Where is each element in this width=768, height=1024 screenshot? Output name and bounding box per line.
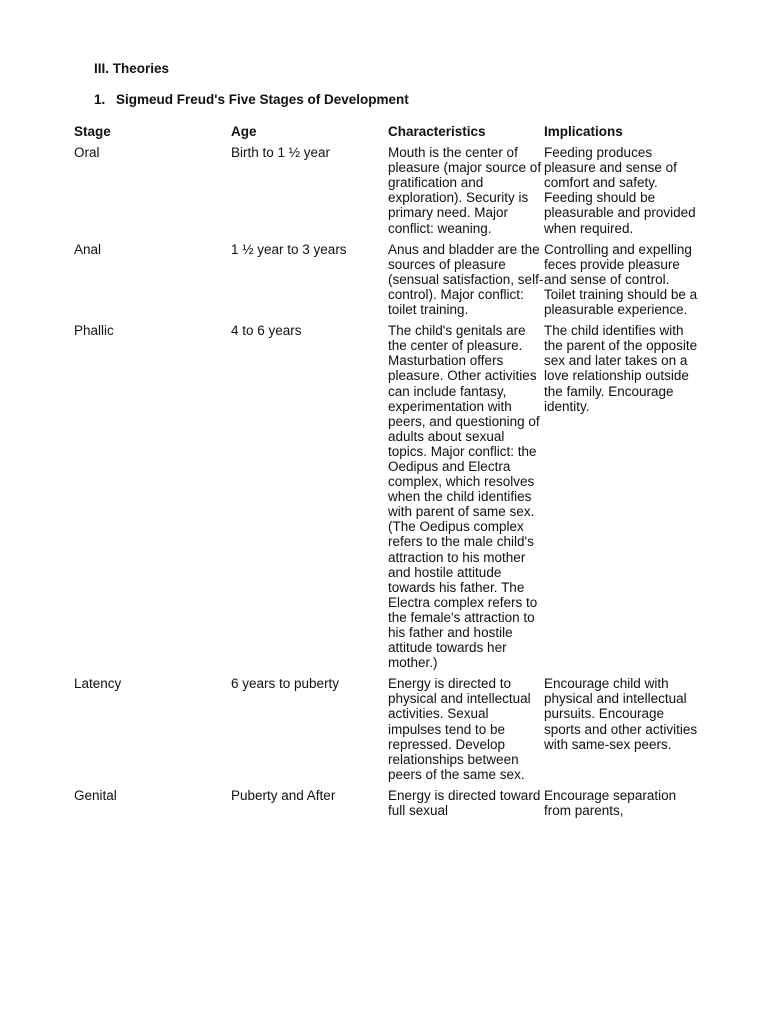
- sub-heading: [94, 92, 409, 107]
- cell-stage: Anal: [74, 241, 102, 257]
- table-row: [74, 676, 704, 788]
- cell-age: 4 to 6 years: [231, 323, 302, 339]
- cell-stage: Phallic: [74, 323, 114, 339]
- cell-stage: Latency: [74, 676, 122, 692]
- header-stage: Stage: [74, 124, 111, 139]
- table-row: [74, 242, 704, 323]
- cell-age: Puberty and After: [231, 787, 336, 803]
- cell-characteristics: Energy is directed to physical and intellectual activities. Sexual impulses tend to be repressed. Develop relationships between peers of the same sex.: [388, 676, 531, 782]
- sub-heading-number: 1.: [94, 92, 106, 107]
- sub-heading-title: Sigmeud Freud's Five Stages of Development: [116, 92, 409, 107]
- cell-implications: The child identifies with the parent of the opposite sex and later takes on a love relationship outside the family. Encourage identity.: [544, 323, 698, 414]
- cell-implications: Feeding produces pleasure and sense of comfort and safety. Feeding should be pleasurable and provided when required.: [544, 145, 696, 236]
- cell-characteristics: Anus and bladder are the sources of pleasure (sensual satisfaction, self-control). Major conflict: toilet training.: [388, 241, 544, 318]
- table-row: [74, 788, 704, 824]
- cell-implications: Encourage child with physical and intellectual pursuits. Encourage sports and other activities with same-sex peers.: [544, 676, 698, 752]
- header-characteristics: Characteristics: [388, 124, 486, 139]
- cell-characteristics: Mouth is the center of pleasure (major source of gratification and exploration). Security is primary need. Major conflict: weaning.: [388, 145, 542, 236]
- table-row: [74, 323, 704, 676]
- cell-age: Birth to 1 ½ year: [231, 145, 331, 161]
- table-row: [74, 145, 704, 242]
- header-age: Age: [231, 124, 257, 139]
- cell-stage: Genital: [74, 787, 117, 803]
- cell-characteristics: The child's genitals are the center of pleasure. Masturbation offers pleasure. Other activities can include fantasy, experimentation with peers, and questioning of adults about sexual topics. Major conflict: the Oedipus and Electra complex, which resolves when the child identifies with parent of same sex. (The Oedipus complex refers to the male child's attraction to his mother and hostile attitude towards his father. The Electra complex refers to the female's attraction to his father and hostile attitude towards her mother.): [388, 323, 540, 671]
- cell-age: 1 ½ year to 3 years: [231, 241, 347, 257]
- header-implications: Implications: [544, 124, 623, 139]
- stages-table: [74, 124, 704, 824]
- section-heading: III. Theories: [94, 61, 170, 76]
- cell-age: 6 years to puberty: [231, 676, 340, 692]
- cell-stage: Oral: [74, 145, 100, 161]
- table-header-row: [74, 124, 704, 145]
- cell-characteristics: Energy is directed toward full sexual: [388, 787, 541, 819]
- cell-implications: Encourage separation from parents,: [544, 787, 677, 819]
- cell-implications: Controlling and expelling feces provide pleasure and sense of control. Toilet training should be a pleasurable experience.: [544, 241, 698, 318]
